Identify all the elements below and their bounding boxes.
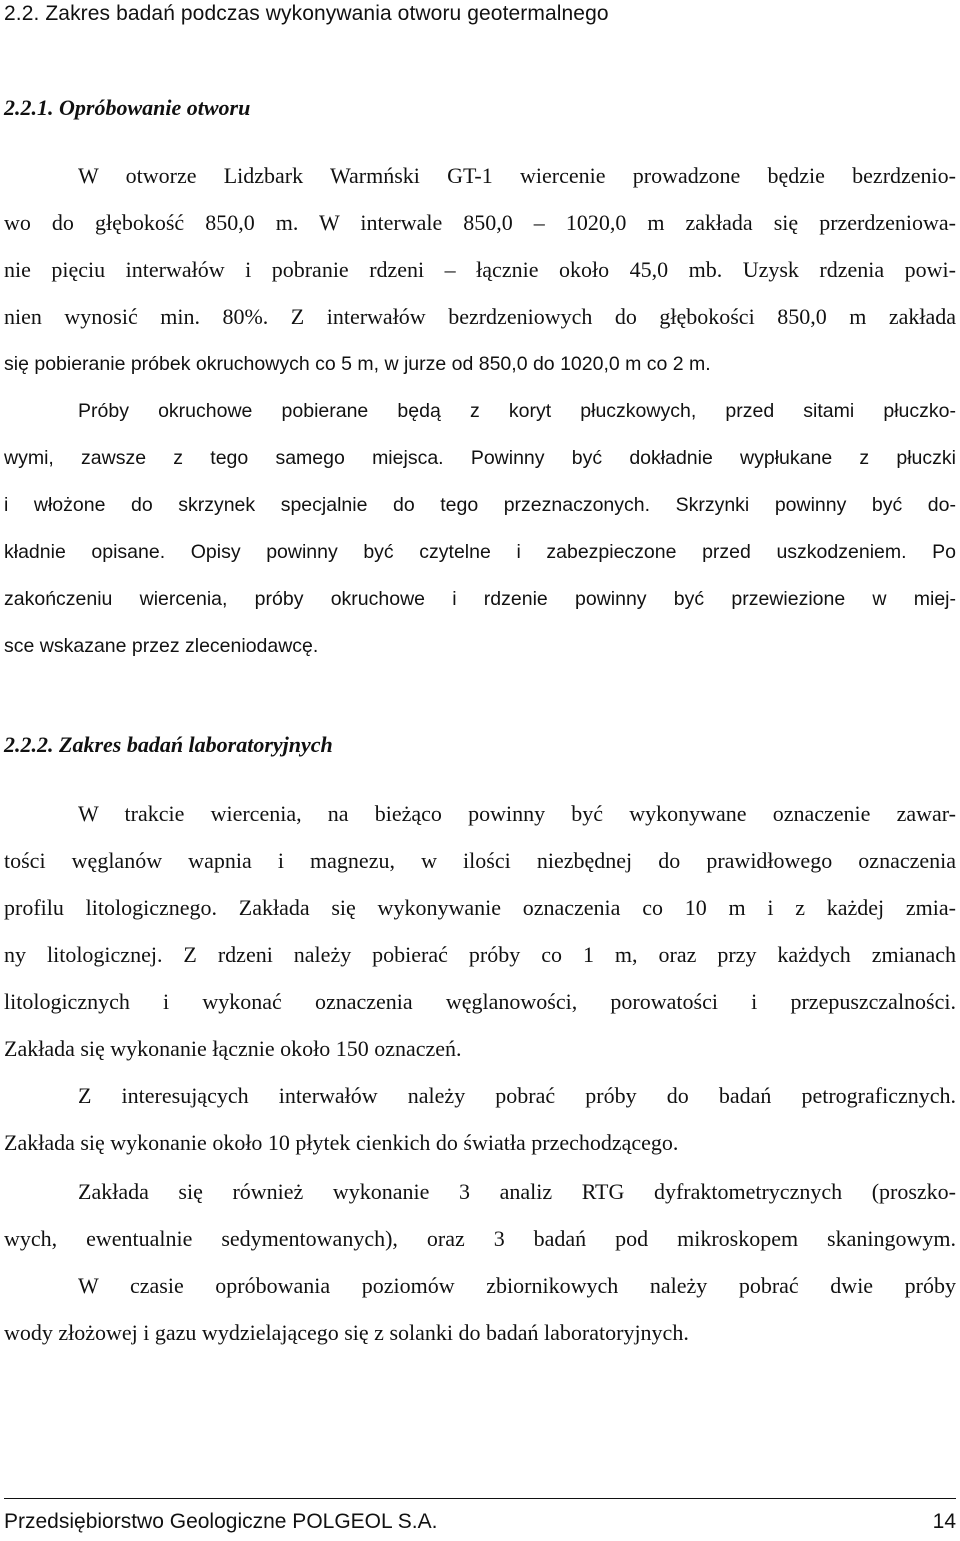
- paragraph-line: kładnie opisane. Opisy powinny być czytelne i zabezpieczone przed uszkodzeniem. Po: [4, 541, 956, 563]
- section-heading: 2.2. Zakres badań podczas wykonywania otworu geotermalnego: [4, 2, 609, 25]
- subsection-heading-laboratory: 2.2.2. Zakres badań laboratoryjnych: [4, 732, 333, 757]
- paragraph-line: W trakcie wiercenia, na bieżąco powinny być wykonywane oznaczenie zawar-: [78, 801, 956, 826]
- paragraph-line: wych, ewentualnie sedymentowanych), oraz 3 badań pod mikroskopem skaningowym.: [4, 1226, 956, 1251]
- paragraph-line: wo do głębokość 850,0 m. W interwale 850,0 – 1020,0 m zakłada się przerdzeniowa-: [4, 210, 956, 235]
- paragraph-line: Z interesujących interwałów należy pobrać próby do badań petrograficznych.: [78, 1083, 956, 1108]
- paragraph-line: profilu litologicznego. Zakłada się wykonywanie oznaczenia co 10 m i z każdej zmia-: [4, 895, 956, 920]
- paragraph-line: Próby okruchowe pobierane będą z koryt płuczkowych, przed sitami płuczko-: [78, 400, 956, 422]
- page-number: 14: [932, 1510, 956, 1533]
- paragraph-line: nie pięciu interwałów i pobranie rdzeni – łącznie około 45,0 mb. Uzysk rdzenia powi-: [4, 257, 956, 282]
- footer-company: Przedsiębiorstwo Geologiczne POLGEOL S.A.: [4, 1510, 438, 1533]
- paragraph-line: sce wskazane przez zleceniodawcę.: [4, 635, 319, 657]
- paragraph-line: nien wynosić min. 80%. Z interwałów bezrdzeniowych do głębokości 850,0 m zakłada: [4, 304, 956, 329]
- paragraph-line: ny litologicznej. Z rdzeni należy pobierać próby co 1 m, oraz przy każdych zmianach: [4, 942, 956, 967]
- paragraph-line: Zakłada się również wykonanie 3 analiz RTG dyfraktometrycznych (proszko-: [78, 1179, 956, 1204]
- paragraph-line: wymi, zawsze z tego samego miejsca. Powinny być dokładnie wypłukane z płuczki: [4, 447, 956, 469]
- paragraph-line: tości węglanów wapnia i magnezu, w ilości niezbędnej do prawidłowego oznaczenia: [4, 848, 956, 873]
- paragraph-line: Zakłada się wykonanie około 10 płytek cienkich do światła przechodzącego.: [4, 1130, 679, 1155]
- paragraph-line: litologicznych i wykonać oznaczenia węglanowości, porowatości i przepuszczalności.: [4, 989, 956, 1014]
- paragraph-line: się pobieranie próbek okruchowych co 5 m, w jurze od 850,0 do 1020,0 m co 2 m.: [4, 353, 711, 375]
- paragraph-line: Zakłada się wykonanie łącznie około 150 oznaczeń.: [4, 1036, 462, 1061]
- paragraph-line: W otworze Lidzbark Warmński GT-1 wiercenie prowadzone będzie bezrdzenio-: [78, 163, 956, 188]
- paragraph-line: wody złożowej i gazu wydzielającego się z solanki do badań laboratoryjnych.: [4, 1320, 689, 1345]
- subsection-heading-sampling: 2.2.1. Opróbowanie otworu: [4, 95, 251, 120]
- footer-divider: [4, 1498, 956, 1499]
- paragraph-line: zakończeniu wiercenia, próby okruchowe i rdzenie powinny być przewiezione w miej-: [4, 588, 956, 610]
- paragraph-line: i włożone do skrzynek specjalnie do tego przeznaczonych. Skrzynki powinny być do-: [4, 494, 956, 516]
- paragraph-line: W czasie opróbowania poziomów zbiornikowych należy pobrać dwie próby: [78, 1273, 956, 1298]
